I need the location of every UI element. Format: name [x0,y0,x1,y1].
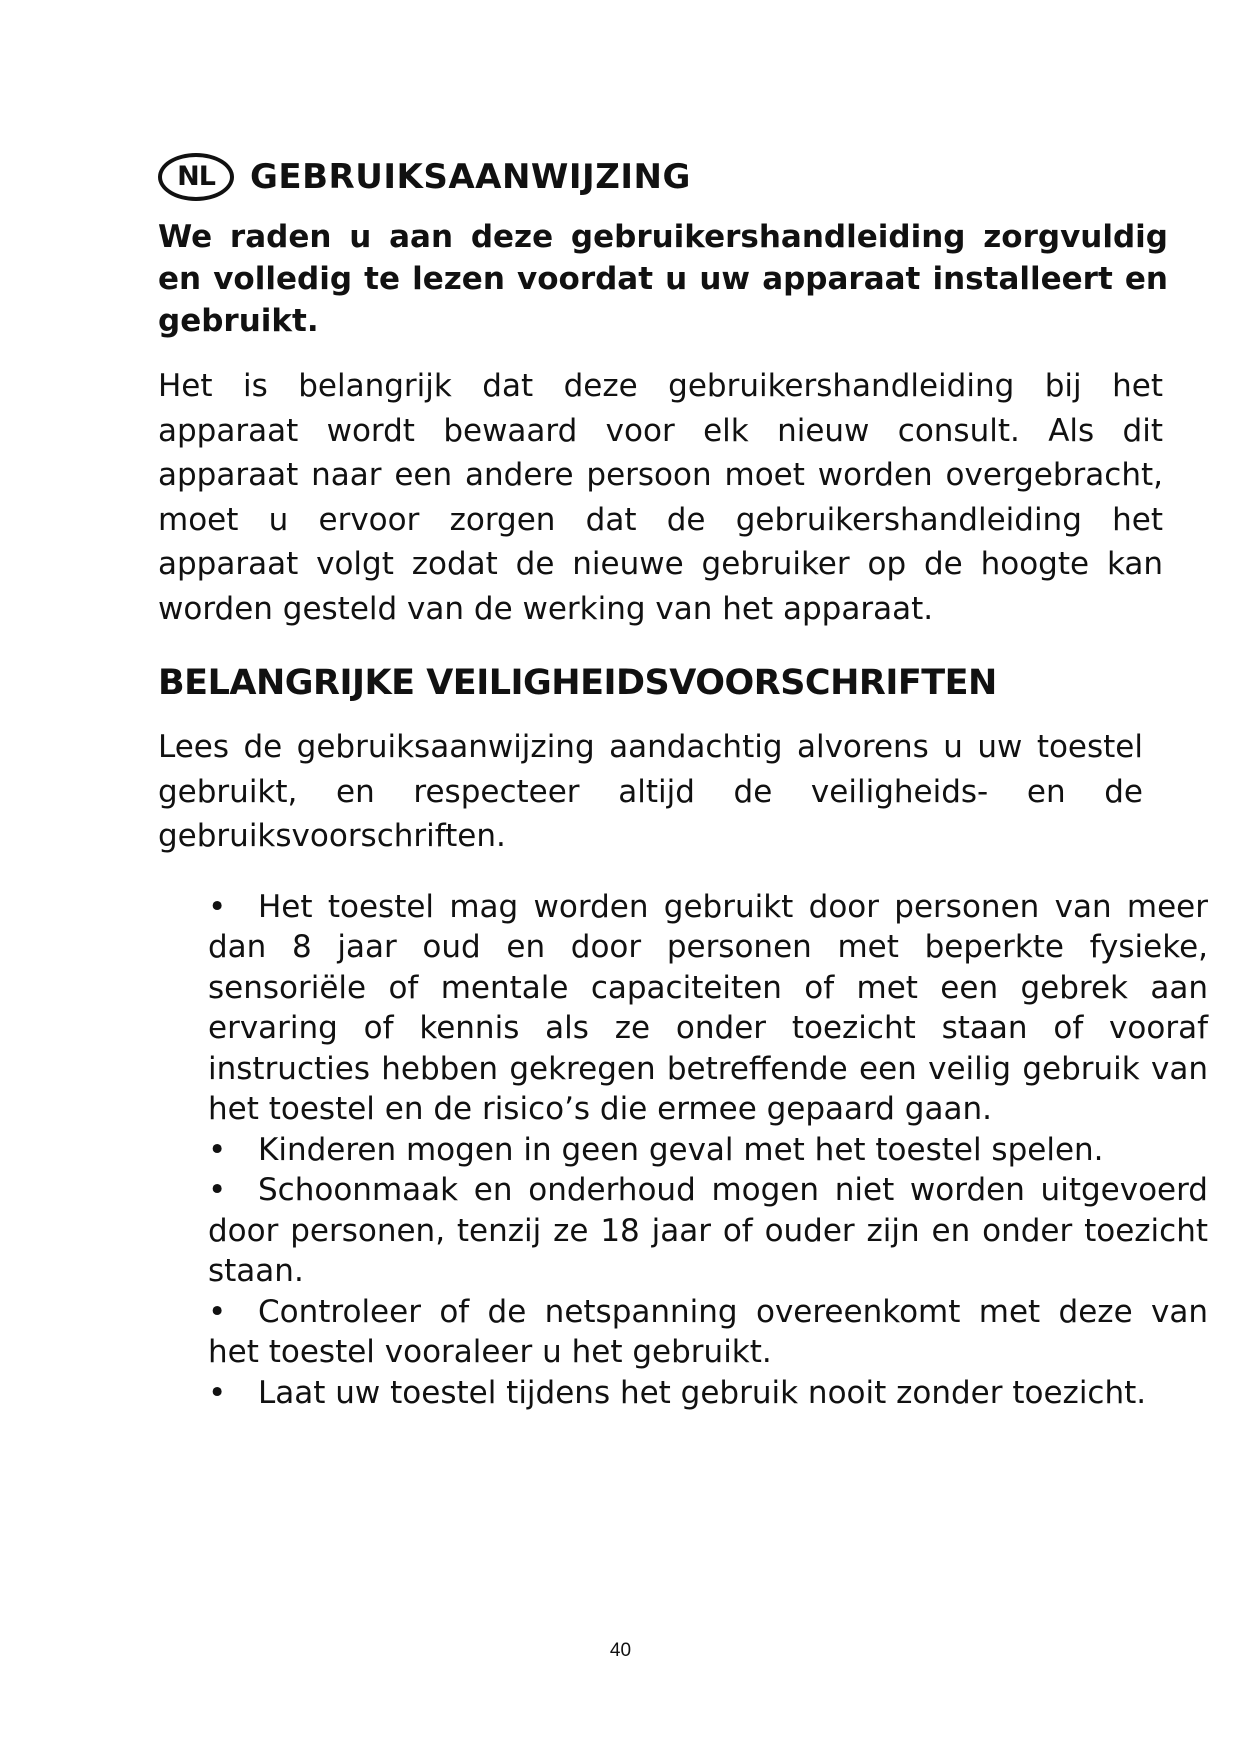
list-item-text: Controleer of de netspanning overeenkomt met deze van het toestel vooraleer u het gebruikt. [208,1293,1208,1370]
bullet-icon: • [208,1374,227,1411]
list-item [208,1292,1208,1373]
bullet-icon: • [208,888,227,925]
page-title: GEBRUIKSAANWIJZING [250,157,691,197]
safety-intro: Lees de gebruiksaanwijzing aandachtig alvorens u uw toestel gebruikt, en respecteer altijd de veiligheids- en de gebruiksvoorschriften. [158,729,1143,854]
list-item-text: Het toestel mag worden gebruikt door personen van meer dan 8 jaar oud en door personen met beperkte fysieke, sensoriële of mentale capaciteiten of met een gebrek aan ervaring of kennis als ze onder toezicht staan of vooraf instructies hebben gekregen betreffende een veilig gebruik van het toestel en de risico’s die ermee gepaard gaan. [208,888,1208,1127]
list-item-text: Kinderen mogen in geen geval met het toestel spelen. [258,1131,1104,1168]
safety-list [208,887,1208,1414]
bullet-icon: • [208,1131,227,1168]
section-header [158,150,1168,204]
language-badge: NL [158,153,234,201]
paragraph-storage: Het is belangrijk dat deze gebruikershandleiding bij het apparaat wordt bewaard voor elk nieuw consult. Als dit apparaat naar een andere persoon moet worden overgebracht, moet u ervoor zorgen dat de gebruikershandleiding het apparaat volgt zodat de nieuwe gebruiker op de hoogte kan worden gesteld van de werking van het apparaat. [158,368,1163,627]
intro-text: We raden u aan deze gebruikershandleiding zorgvuldig en volledig te lezen voordat u uw apparaat installeert en gebruikt. [158,219,1168,339]
bullet-icon: • [208,1172,227,1208]
safety-heading: BELANGRIJKE VEILIGHEIDSVOORSCHRIFTEN [158,663,997,703]
list-item-text: Laat uw toestel tijdens het gebruik nooit zonder toezicht. [258,1374,1147,1411]
list-item-text: Schoonmaak en onderhoud mogen niet worden uitgevoerd door personen, tenzij ze 18 jaar of ouder zijn en onder toezicht staan. [208,1172,1208,1289]
manual-page [158,150,1208,1413]
list-item [208,1130,1208,1171]
list-item [208,1373,1208,1414]
list-item [208,887,1208,1130]
bullet-icon: • [208,1293,227,1330]
list-item [208,1170,1208,1292]
page-number: 40 [609,1640,632,1661]
